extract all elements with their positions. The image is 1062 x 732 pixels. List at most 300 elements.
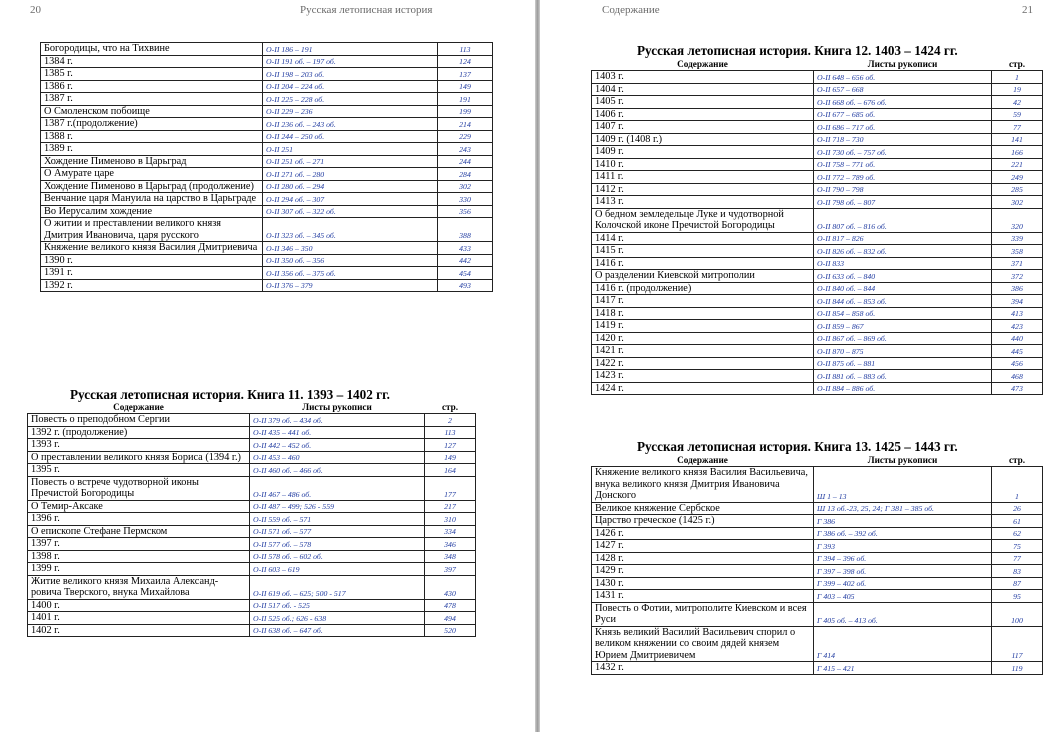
manuscript-sheets: Г 414 <box>814 626 992 662</box>
page-number: 20 <box>30 4 41 16</box>
manuscript-sheets: О-II 350 об. – 356 <box>263 254 438 267</box>
manuscript-sheets: О-II 379 об. – 434 об. <box>250 414 425 427</box>
entry-title: Царство греческое (1425 г.) <box>592 515 814 528</box>
table-row <box>41 118 493 131</box>
page-ref: 468 <box>992 370 1043 383</box>
table-row <box>592 345 1043 358</box>
entry-title: 1407 г. <box>592 121 814 134</box>
manuscript-sheets: О-II 204 – 224 об. <box>263 80 438 93</box>
book-13-contents-table <box>591 455 1043 675</box>
page-number: 21 <box>1022 4 1033 16</box>
manuscript-sheets: О-II 833 <box>814 257 992 270</box>
entry-title: 1431 г. <box>592 590 814 603</box>
table-row <box>28 612 476 625</box>
page-ref: 1 <box>992 71 1043 84</box>
entry-title: Хождение Пименово в Царьград <box>41 155 263 168</box>
page-ref: 346 <box>425 538 476 551</box>
table-row <box>592 467 1043 503</box>
page-ref: 473 <box>992 382 1043 395</box>
page-ref: 454 <box>438 267 493 280</box>
entry-title: 1390 г. <box>41 254 263 267</box>
table-row <box>592 133 1043 146</box>
page-ref: 100 <box>992 602 1043 626</box>
table-row <box>41 279 493 292</box>
entry-title: Венчание царя Мануила на царство в Царьграде <box>41 193 263 206</box>
manuscript-sheets: О-II 346 – 350 <box>263 242 438 255</box>
manuscript-sheets: Г 393 <box>814 540 992 553</box>
entry-title: 1392 г. <box>41 279 263 292</box>
table-row <box>41 242 493 255</box>
entry-title: 1409 г. (1408 г.) <box>592 133 814 146</box>
entry-title: 1391 г. <box>41 267 263 280</box>
table-row <box>592 245 1043 258</box>
entry-title: О Смоленском побоище <box>41 105 263 118</box>
table-row <box>28 439 476 452</box>
page-ref: 413 <box>992 307 1043 320</box>
page-ref: 113 <box>425 426 476 439</box>
entry-title: 1386 г. <box>41 80 263 93</box>
page-ref: 77 <box>992 552 1043 565</box>
page-ref: 229 <box>438 130 493 143</box>
table-row <box>592 295 1043 308</box>
page-ref: 493 <box>438 279 493 292</box>
manuscript-sheets: Г 403 – 405 <box>814 590 992 603</box>
entry-title: 1412 г. <box>592 183 814 196</box>
entry-title: 1402 г. <box>28 624 250 637</box>
page-ref: 1 <box>992 467 1043 503</box>
page-ref: 149 <box>438 80 493 93</box>
entry-title: 1411 г. <box>592 171 814 184</box>
manuscript-sheets: О-II 271 об. – 280 <box>263 168 438 181</box>
manuscript-sheets: О-II 578 об. – 602 об. <box>250 550 425 563</box>
manuscript-sheets: О-II 229 – 236 <box>263 105 438 118</box>
table-row <box>41 68 493 81</box>
entry-title: 1423 г. <box>592 370 814 383</box>
entry-title: Княжение великого князя Василия Дмитриевича <box>41 242 263 255</box>
manuscript-sheets: О-II 294 об. – 307 <box>263 193 438 206</box>
manuscript-sheets: Г 415 – 421 <box>814 662 992 675</box>
entry-title: Княжение великого князя Василия Васильевича, внука великого князя Дмитрия Ивановича Донского <box>592 467 814 503</box>
manuscript-sheets: О-II 435 – 441 об. <box>250 426 425 439</box>
entry-title: 1384 г. <box>41 55 263 68</box>
manuscript-sheets: О-II 525 об.; 626 - 638 <box>250 612 425 625</box>
page-ref: 397 <box>425 563 476 576</box>
page-ref: 494 <box>425 612 476 625</box>
manuscript-sheets: О-II 638 об. – 647 об. <box>250 624 425 637</box>
manuscript-sheets: О-II 633 об. – 840 <box>814 270 992 283</box>
table-row <box>41 80 493 93</box>
book-11-title: Русская летописная история. Книга 11. 1393 – 1402 гг. <box>70 387 390 402</box>
manuscript-sheets: О-II 559 об. – 571 <box>250 513 425 526</box>
table-row <box>592 626 1043 662</box>
table-row <box>41 93 493 106</box>
table-row <box>592 357 1043 370</box>
entry-title: О епископе Стефане Пермском <box>28 525 250 538</box>
table-row <box>592 183 1043 196</box>
page-ref: 113 <box>438 43 493 56</box>
manuscript-sheets: О-II 677 – 685 об. <box>814 108 992 121</box>
entry-title: 1388 г. <box>41 130 263 143</box>
entry-title: 1385 г. <box>41 68 263 81</box>
entry-title: 1387 г.(продолжение) <box>41 118 263 131</box>
page-ref: 149 <box>425 451 476 464</box>
page-ref: 445 <box>992 345 1043 358</box>
manuscript-sheets: О-II 817 – 826 <box>814 232 992 245</box>
table-row <box>41 180 493 193</box>
page-ref: 77 <box>992 121 1043 134</box>
column-header-page: стр. <box>1008 455 1026 465</box>
entry-title: 1396 г. <box>28 513 250 526</box>
page-ref: 62 <box>992 527 1043 540</box>
page-ref: 59 <box>992 108 1043 121</box>
entry-title: 1414 г. <box>592 232 814 245</box>
manuscript-sheets: О-II 730 об. – 757 об. <box>814 146 992 159</box>
page-ref: 249 <box>992 171 1043 184</box>
page-ref: 177 <box>425 476 476 500</box>
contents-table-continued <box>40 42 493 292</box>
page-ref: 371 <box>992 257 1043 270</box>
page-ref: 243 <box>438 143 493 156</box>
page-ref: 124 <box>438 55 493 68</box>
table-row <box>592 602 1043 626</box>
entry-title: 1428 г. <box>592 552 814 565</box>
page-ref: 244 <box>438 155 493 168</box>
page-ref: 442 <box>438 254 493 267</box>
manuscript-sheets: О-II 790 – 798 <box>814 183 992 196</box>
page-ref: 348 <box>425 550 476 563</box>
page-ref: 19 <box>992 83 1043 96</box>
entry-title: 1404 г. <box>592 83 814 96</box>
page-ref: 95 <box>992 590 1043 603</box>
table-row <box>592 196 1043 209</box>
page-ref: 2 <box>425 414 476 427</box>
manuscript-sheets: Г 397 – 398 об. <box>814 565 992 578</box>
table-row <box>592 146 1043 159</box>
table-row <box>28 500 476 513</box>
entry-title: 1400 г. <box>28 599 250 612</box>
manuscript-sheets: О-II 840 об. – 844 <box>814 282 992 295</box>
manuscript-sheets: О-II 487 – 499; 526 - 559 <box>250 500 425 513</box>
manuscript-sheets: О-II 453 – 460 <box>250 451 425 464</box>
manuscript-sheets: О-II 870 – 875 <box>814 345 992 358</box>
manuscript-sheets: О-II 577 об. – 578 <box>250 538 425 551</box>
entry-title: О Амурате царе <box>41 168 263 181</box>
entry-title: Князь великий Василий Васильевич спорил о великом княжении со своим дядей князем Юрием Дмитриевичем <box>592 626 814 662</box>
page-ref: 310 <box>425 513 476 526</box>
entry-title: О бедном земледельце Луке и чудотворной Колочской иконе Пречистой Богородицы <box>592 208 814 232</box>
manuscript-sheets: О-II 657 – 668 <box>814 83 992 96</box>
page-ref: 199 <box>438 105 493 118</box>
page-ref: 214 <box>438 118 493 131</box>
page-ref: 386 <box>992 282 1043 295</box>
table-row <box>592 71 1043 84</box>
page-ref: 433 <box>438 242 493 255</box>
table-row <box>41 218 493 242</box>
column-header-sheets: Листы рукописи <box>867 59 938 69</box>
manuscript-sheets: Г 394 – 396 об. <box>814 552 992 565</box>
page-ref: 42 <box>992 96 1043 109</box>
entry-title: 1392 г. (продолжение) <box>28 426 250 439</box>
manuscript-sheets: О-II 356 об. – 375 об. <box>263 267 438 280</box>
page-ref: 26 <box>992 502 1043 515</box>
manuscript-sheets: О-II 571 об. – 577 <box>250 525 425 538</box>
entry-title: 1419 г. <box>592 320 814 333</box>
entry-title: 1395 г. <box>28 464 250 477</box>
manuscript-sheets: О-II 517 об. - 525 <box>250 599 425 612</box>
entry-title: Хождение Пименово в Царьград (продолжение) <box>41 180 263 193</box>
book-12-contents-table <box>591 59 1043 395</box>
entry-title: О разделении Киевской митрополии <box>592 270 814 283</box>
table-row <box>592 96 1043 109</box>
entry-title: Житие великого князя Михаила Александ-ровича Тверского, внука Михайлова <box>28 575 250 599</box>
table-row <box>28 550 476 563</box>
table-row <box>592 577 1043 590</box>
table-row <box>41 43 493 56</box>
table-row <box>592 370 1043 383</box>
table-row <box>28 599 476 612</box>
table-row <box>41 143 493 156</box>
page-ref: 388 <box>438 218 493 242</box>
page-ref: 302 <box>992 196 1043 209</box>
manuscript-sheets: О-II 251 <box>263 143 438 156</box>
entry-title: 1397 г. <box>28 538 250 551</box>
page-ref: 221 <box>992 158 1043 171</box>
manuscript-sheets: Г 386 <box>814 515 992 528</box>
page-ref: 358 <box>992 245 1043 258</box>
manuscript-sheets: Г 386 об. – 392 об. <box>814 527 992 540</box>
manuscript-sheets: О-II 648 – 656 об. <box>814 71 992 84</box>
page-ref: 356 <box>438 205 493 218</box>
entry-title: 1401 г. <box>28 612 250 625</box>
page-ref: 87 <box>992 577 1043 590</box>
book-12-title: Русская летописная история. Книга 12. 1403 – 1424 гг. <box>637 43 958 58</box>
table-row <box>28 575 476 599</box>
page-ref: 339 <box>992 232 1043 245</box>
entry-title: О Темир-Аксаке <box>28 500 250 513</box>
entry-title: 1403 г. <box>592 71 814 84</box>
column-header-sheets: Листы рукописи <box>867 455 938 465</box>
book-13-title: Русская летописная история. Книга 13. 1425 – 1443 гг. <box>637 439 958 454</box>
entry-title: О преставлении великого князя Бориса (1394 г.) <box>28 451 250 464</box>
page-ref: 285 <box>992 183 1043 196</box>
manuscript-sheets: О-II 668 об. – 676 об. <box>814 96 992 109</box>
entry-title: 1418 г. <box>592 307 814 320</box>
table-row <box>592 270 1043 283</box>
table-row <box>28 513 476 526</box>
table-row <box>592 158 1043 171</box>
entry-title: 1429 г. <box>592 565 814 578</box>
table-row <box>592 527 1043 540</box>
page-ref: 302 <box>438 180 493 193</box>
entry-title: Повесть о встрече чудотворной иконы Пречистой Богородицы <box>28 476 250 500</box>
manuscript-sheets: О-II 867 об. – 869 об. <box>814 332 992 345</box>
entry-title: Великое княжение Сербское <box>592 502 814 515</box>
column-header-contents: Содержание <box>677 455 728 465</box>
table-row <box>592 307 1043 320</box>
page-ref: 372 <box>992 270 1043 283</box>
page-ref: 430 <box>425 575 476 599</box>
page-ref: 217 <box>425 500 476 513</box>
running-head: Содержание <box>602 4 660 16</box>
page-ref: 137 <box>438 68 493 81</box>
manuscript-sheets: О-II 251 об. – 271 <box>263 155 438 168</box>
table-row <box>28 464 476 477</box>
table-row <box>592 382 1043 395</box>
column-header-page: стр. <box>441 402 459 412</box>
manuscript-sheets: Г 399 – 402 об. <box>814 577 992 590</box>
column-header-page: стр. <box>1008 59 1026 69</box>
table-row <box>41 155 493 168</box>
table-row <box>41 168 493 181</box>
column-header-contents: Содержание <box>113 402 164 412</box>
running-head: Русская летописная история <box>300 4 433 16</box>
page-ref: 166 <box>992 146 1043 159</box>
table-row <box>592 552 1043 565</box>
table-row <box>28 414 476 427</box>
page-ref: 284 <box>438 168 493 181</box>
page-ref: 117 <box>992 626 1043 662</box>
table-row <box>592 83 1043 96</box>
entry-title: 1417 г. <box>592 295 814 308</box>
manuscript-sheets: О-II 460 об. – 466 об. <box>250 464 425 477</box>
column-header-sheets: Листы рукописи <box>302 402 372 412</box>
manuscript-sheets: О-II 236 об. – 243 об. <box>263 118 438 131</box>
page-ref: 141 <box>992 133 1043 146</box>
entry-title: 1416 г. (продолжение) <box>592 282 814 295</box>
table-row <box>592 282 1043 295</box>
page-ref: 440 <box>992 332 1043 345</box>
manuscript-sheets: О-II 826 об. – 832 об. <box>814 245 992 258</box>
entry-title: 1405 г. <box>592 96 814 109</box>
table-row <box>41 130 493 143</box>
entry-title: 1422 г. <box>592 357 814 370</box>
page-ref: 456 <box>992 357 1043 370</box>
manuscript-sheets: Ш 13 об.-23, 25, 24; Г 381 – 385 об. <box>814 502 992 515</box>
table-row <box>592 208 1043 232</box>
table-row <box>28 624 476 637</box>
entry-title: Богородицы, что на Тихвине <box>41 43 263 56</box>
manuscript-sheets: О-II 758 – 771 об. <box>814 158 992 171</box>
entry-title: О житии и преставлении великого князя Дмитрия Ивановича, царя русского <box>41 218 263 242</box>
manuscript-sheets: О-II 467 – 486 об. <box>250 476 425 500</box>
entry-title: 1416 г. <box>592 257 814 270</box>
manuscript-sheets: О-II 854 – 858 об. <box>814 307 992 320</box>
manuscript-sheets: О-II 186 – 191 <box>263 43 438 56</box>
entry-title: 1413 г. <box>592 196 814 209</box>
table-row <box>592 257 1043 270</box>
table-row <box>592 232 1043 245</box>
entry-title: 1410 г. <box>592 158 814 171</box>
table-row <box>28 538 476 551</box>
table-row <box>41 267 493 280</box>
entry-title: 1432 г. <box>592 662 814 675</box>
entry-title: 1424 г. <box>592 382 814 395</box>
table-row <box>592 540 1043 553</box>
table-row <box>28 563 476 576</box>
entry-title: 1399 г. <box>28 563 250 576</box>
page-ref: 423 <box>992 320 1043 333</box>
entry-title: 1406 г. <box>592 108 814 121</box>
page-ref: 164 <box>425 464 476 477</box>
page-ref: 127 <box>425 439 476 452</box>
column-header-contents: Содержание <box>677 59 728 69</box>
table-row <box>41 205 493 218</box>
table-row <box>41 193 493 206</box>
right-page <box>540 0 1062 732</box>
manuscript-sheets: О-II 884 – 886 об. <box>814 382 992 395</box>
table-row <box>592 515 1043 528</box>
entry-title: 1398 г. <box>28 550 250 563</box>
page-ref: 394 <box>992 295 1043 308</box>
manuscript-sheets: О-II 807 об. – 816 об. <box>814 208 992 232</box>
table-row <box>592 565 1043 578</box>
table-row <box>41 254 493 267</box>
manuscript-sheets: О-II 844 об. – 853 об. <box>814 295 992 308</box>
table-row <box>592 502 1043 515</box>
manuscript-sheets: О-II 859 – 867 <box>814 320 992 333</box>
entry-title: 1389 г. <box>41 143 263 156</box>
manuscript-sheets: О-II 307 об. – 322 об. <box>263 205 438 218</box>
manuscript-sheets: Ш 1 – 13 <box>814 467 992 503</box>
manuscript-sheets: О-II 603 – 619 <box>250 563 425 576</box>
manuscript-sheets: Г 405 об. – 413 об. <box>814 602 992 626</box>
page-ref: 334 <box>425 525 476 538</box>
page-ref: 520 <box>425 624 476 637</box>
table-row <box>592 121 1043 134</box>
table-row <box>28 451 476 464</box>
page-ref: 478 <box>425 599 476 612</box>
manuscript-sheets: О-II 798 об. – 807 <box>814 196 992 209</box>
entry-title: Повесть о преподобном Сергии <box>28 414 250 427</box>
page-ref: 75 <box>992 540 1043 553</box>
manuscript-sheets: О-II 686 – 717 об. <box>814 121 992 134</box>
page-ref: 330 <box>438 193 493 206</box>
table-row <box>592 662 1043 675</box>
entry-title: 1393 г. <box>28 439 250 452</box>
manuscript-sheets: О-II 244 – 250 об. <box>263 130 438 143</box>
table-row <box>41 105 493 118</box>
manuscript-sheets: О-II 376 – 379 <box>263 279 438 292</box>
manuscript-sheets: О-II 280 об. – 294 <box>263 180 438 193</box>
entry-title: 1409 г. <box>592 146 814 159</box>
table-row <box>592 171 1043 184</box>
manuscript-sheets: О-II 881 об. – 883 об. <box>814 370 992 383</box>
entry-title: 1427 г. <box>592 540 814 553</box>
table-row <box>28 525 476 538</box>
entry-title: Повесть о Фотии, митрополите Киевском и всея Руси <box>592 602 814 626</box>
table-row <box>28 426 476 439</box>
page-ref: 61 <box>992 515 1043 528</box>
manuscript-sheets: О-II 772 – 789 об. <box>814 171 992 184</box>
page-ref: 119 <box>992 662 1043 675</box>
table-row <box>592 590 1043 603</box>
entry-title: 1430 г. <box>592 577 814 590</box>
table-row <box>592 320 1043 333</box>
entry-title: Во Иерусалим хождение <box>41 205 263 218</box>
table-row <box>41 55 493 68</box>
entry-title: 1387 г. <box>41 93 263 106</box>
manuscript-sheets: О-II 225 – 228 об. <box>263 93 438 106</box>
page-ref: 191 <box>438 93 493 106</box>
manuscript-sheets: О-II 198 – 203 об. <box>263 68 438 81</box>
page-ref: 83 <box>992 565 1043 578</box>
manuscript-sheets: О-II 191 об. – 197 об. <box>263 55 438 68</box>
table-row <box>592 108 1043 121</box>
manuscript-sheets: О-II 718 – 730 <box>814 133 992 146</box>
entry-title: 1420 г. <box>592 332 814 345</box>
manuscript-sheets: О-II 619 об. – 625; 500 - 517 <box>250 575 425 599</box>
entry-title: 1415 г. <box>592 245 814 258</box>
